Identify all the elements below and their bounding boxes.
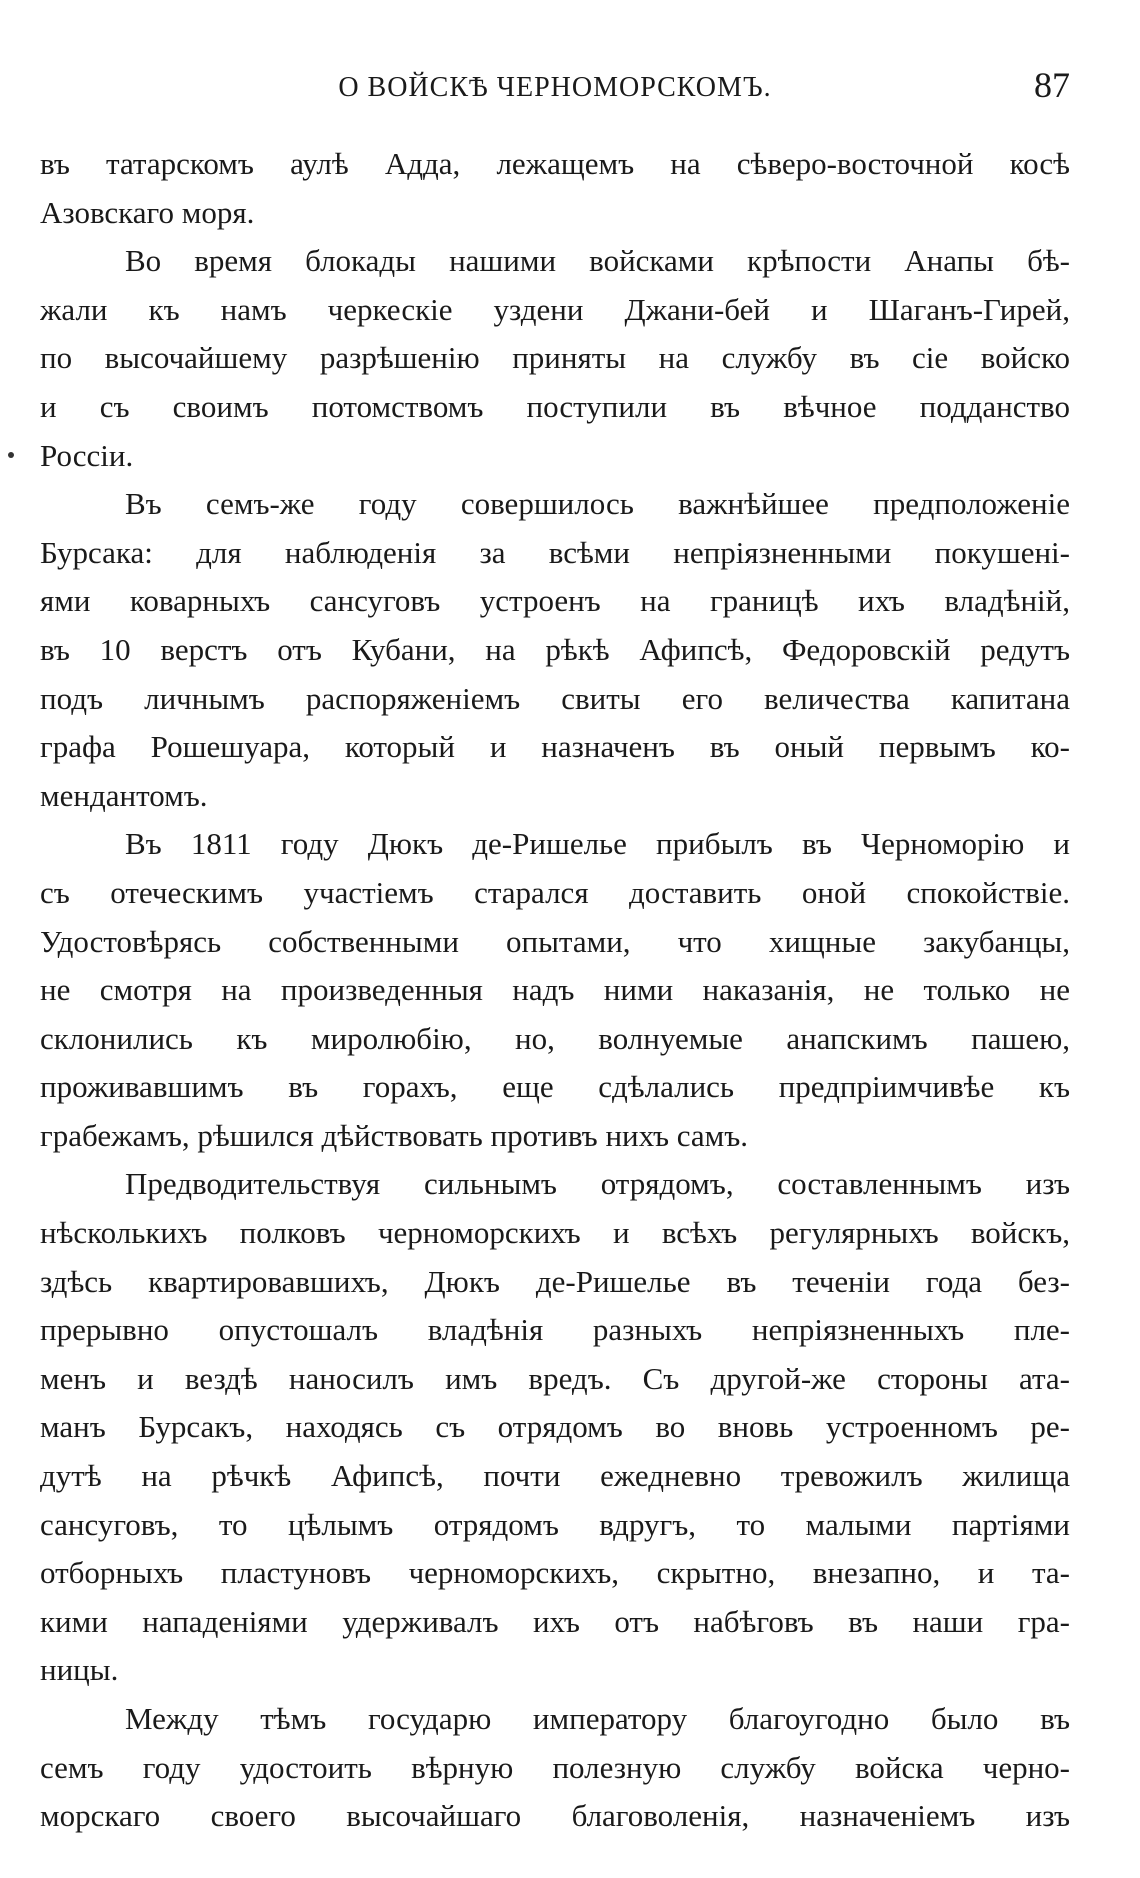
text-line: по высочайшему разрѣшенію приняты на службу въ сіе войско bbox=[40, 340, 1070, 376]
text-line: Между тѣмъ государю императору благоугодно было въ bbox=[125, 1701, 1070, 1736]
text-line: подъ личнымъ распоряженіемъ свиты его величества капитана bbox=[40, 680, 1070, 716]
text-line: съ отеческимъ участіемъ старался доставить оной спокойствіе. bbox=[40, 874, 1070, 910]
text-line: проживавшимъ въ горахъ, еще сдѣлались предпріимчивѣе къ bbox=[40, 1069, 1070, 1105]
running-title: О ВОЙСКѢ ЧЕРНОМОРСКОМЪ. bbox=[338, 72, 772, 103]
text-line: и съ своимъ потомствомъ поступили въ вѣчное подданство bbox=[40, 388, 1070, 424]
text-line: мендантомъ. bbox=[40, 777, 208, 813]
text-line: Азовскаго моря. bbox=[40, 194, 255, 230]
text-line: грабежамъ, рѣшился дѣйствовать противъ нихъ самъ. bbox=[40, 1117, 749, 1153]
text-line: Во время блокады нашими войсками крѣпости Анапы бѣ- bbox=[125, 243, 1070, 279]
text-line: ницы. bbox=[40, 1652, 119, 1688]
text-line: Въ 1811 году Дюкъ де-Ришелье прибылъ въ Черноморію и bbox=[125, 826, 1070, 862]
text-line: въ татарскомъ аулѣ Адда, лежащемъ на сѣверо-восточной косѣ bbox=[40, 146, 1070, 181]
text-line: нѣсколькихъ полковъ черноморскихъ и всѣхъ регулярныхъ войскъ, bbox=[40, 1215, 1070, 1251]
text-line: дутѣ на рѣчкѣ Афипсѣ, почти ежедневно тревожилъ жилища bbox=[40, 1458, 1070, 1494]
stray-dot-mark bbox=[8, 452, 14, 458]
text-line: прерывно опустошалъ владѣнія разныхъ непріязненныхъ пле- bbox=[40, 1312, 1070, 1348]
text-line: не смотря на произведенныя надъ ними наказанія, не только не bbox=[40, 972, 1070, 1008]
text-line: жали къ намъ черкескіе уздени Джани-бей и Шаганъ-Гирей, bbox=[40, 291, 1070, 327]
text-line: кими нападеніями удерживалъ ихъ отъ набѣговъ въ наши гра- bbox=[40, 1603, 1070, 1639]
text-line: Удостовѣрясь собственными опытами, что хищные закубанцы, bbox=[40, 923, 1070, 959]
text-line: склонились къ миролюбію, но, волнуемые анапскимъ пашею, bbox=[40, 1020, 1070, 1056]
body-text bbox=[40, 140, 1070, 1841]
text-line: Бурсака: для наблюденія за всѣми непріязненными покушені- bbox=[40, 534, 1070, 570]
text-line: ями коварныхъ сансуговъ устроенъ на границѣ ихъ владѣній, bbox=[40, 583, 1070, 619]
text-line: графа Рошешуара, который и назначенъ въ оный первымъ ко- bbox=[40, 729, 1070, 765]
running-head bbox=[40, 62, 1070, 112]
text-line: Въ семъ-же году совершилось важнѣйшее предположеніе bbox=[125, 486, 1070, 522]
text-line: манъ Бурсакъ, находясь съ отрядомъ во вновь устроенномъ ре- bbox=[40, 1409, 1070, 1445]
text-line: семъ году удостоить вѣрную полезную службу войска черно- bbox=[40, 1749, 1070, 1785]
text-line: Россіи. bbox=[40, 437, 134, 473]
page-number: 87 bbox=[1034, 65, 1070, 105]
text-line: сансуговъ, то цѣлымъ отрядомъ вдругъ, то малыми партіями bbox=[40, 1506, 1070, 1542]
text-line: здѣсь квартировавшихъ, Дюкъ де-Ришелье въ теченіи года без- bbox=[40, 1263, 1070, 1299]
text-line: менъ и вездѣ наносилъ имъ вредъ. Съ другой-же стороны ата- bbox=[40, 1360, 1070, 1396]
text-line: морскаго своего высочайшаго благоволенія, назначеніемъ изъ bbox=[40, 1798, 1070, 1834]
text-line: Предводительствуя сильнымъ отрядомъ, составленнымъ изъ bbox=[125, 1166, 1070, 1202]
text-line: въ 10 верстъ отъ Кубани, на рѣкѣ Афипсѣ, Федоровскій редутъ bbox=[40, 631, 1070, 667]
text-line: отборныхъ пластуновъ черноморскихъ, скрытно, внезапно, и та- bbox=[40, 1555, 1070, 1591]
